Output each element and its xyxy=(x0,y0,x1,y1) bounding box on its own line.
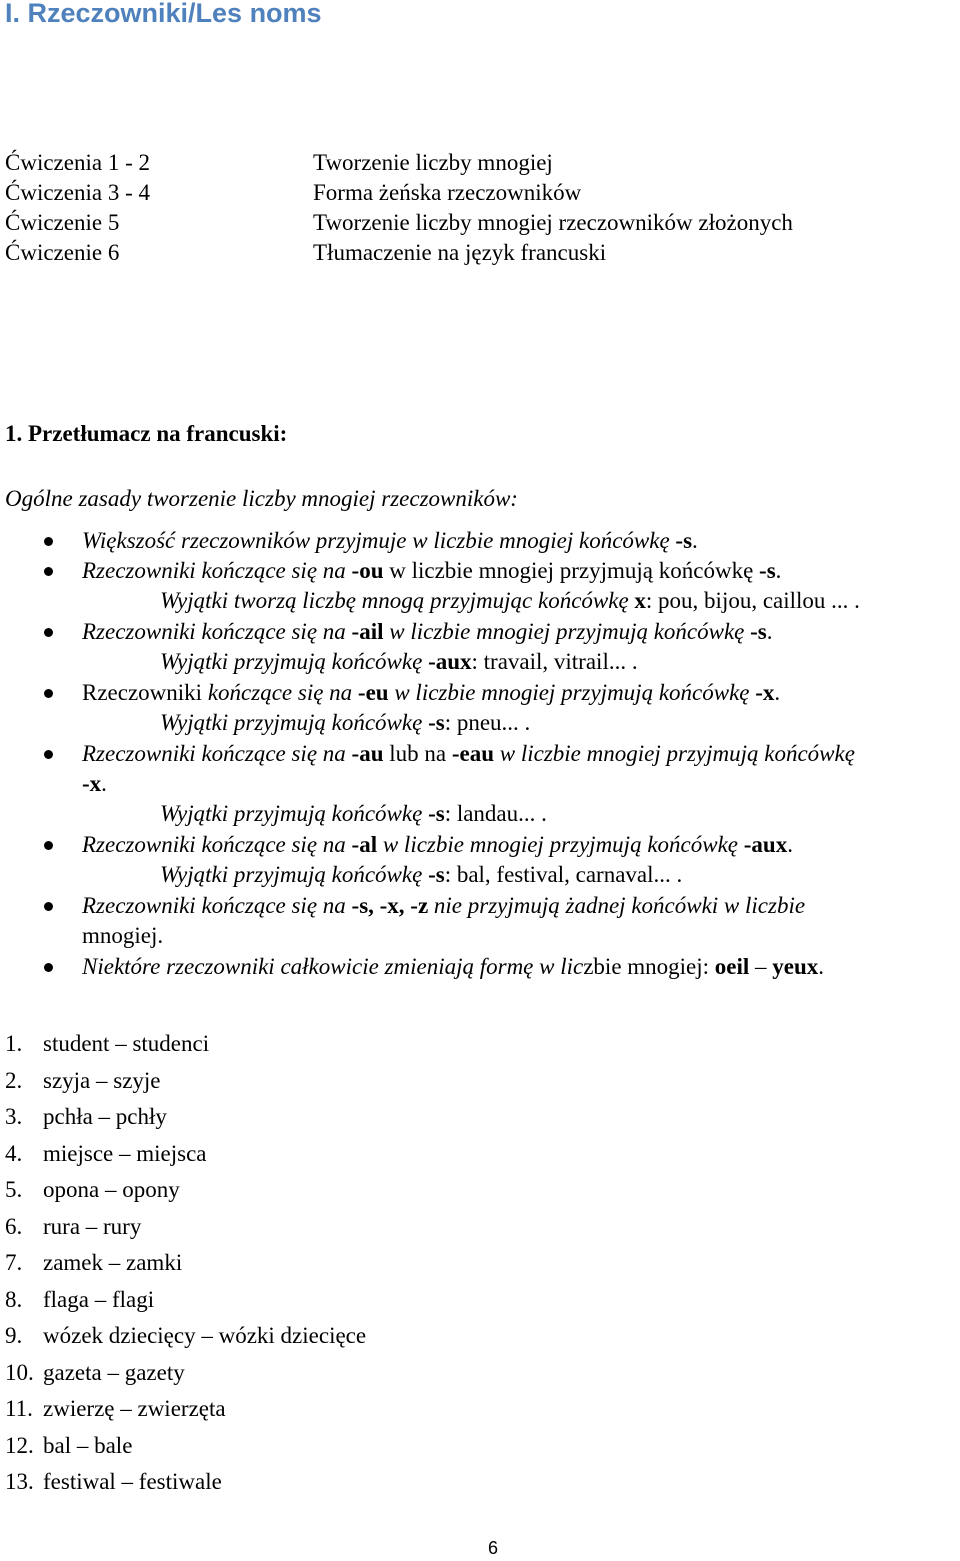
rule-5-exception: Wyjątki przyjmują końcówkę -s: landau... . xyxy=(160,801,547,826)
rule-7: Rzeczowniki kończące się na -s, -x, -z nie przyjmują żadnej końcówki w liczbie xyxy=(82,893,806,918)
list-item: 5. opona – opony xyxy=(5,1177,180,1202)
list-item: 9. wózek dziecięcy – wózki dziecięce xyxy=(5,1323,367,1348)
rule-8: Niektóre rzeczowniki całkowicie zmieniają formę w liczbie mnogiej: oeil – yeux. xyxy=(82,954,825,979)
page-number: 6 xyxy=(488,1538,499,1558)
list-item: 8. flaga – flagi xyxy=(5,1286,155,1312)
toc-right-3: Tworzenie liczby mnogiej rzeczowników złożonych xyxy=(313,210,793,235)
list-item: 1. student – studenci xyxy=(5,1031,210,1056)
rule-7-cont: mnogiej. xyxy=(82,923,164,948)
bullet-icon xyxy=(44,902,53,911)
rule-3-exception: Wyjątki przyjmują końcówkę -aux: travail, vitrail... . xyxy=(160,649,638,674)
rule-5: Rzeczowniki kończące się na -au lub na -eau w liczbie mnogiej przyjmują końcówkę xyxy=(82,741,855,766)
bullet-icon xyxy=(44,841,53,850)
list-item: 3. pchła – pchły xyxy=(5,1104,167,1129)
list-item: 6. rura – rury xyxy=(5,1213,142,1239)
page-title: I. Rzeczowniki/Les noms xyxy=(5,0,322,28)
list-item: 4. miejsce – miejsca xyxy=(5,1140,207,1166)
rule-1: Większość rzeczowników przyjmuje w liczbie mnogiej końcówkę -s. xyxy=(82,528,698,553)
rule-2: Rzeczowniki kończące się na -ou w liczbie mnogiej przyjmują końcówkę -s. xyxy=(82,558,782,583)
rule-6: Rzeczowniki kończące się na -al w liczbie mnogiej przyjmują końcówkę -aux. xyxy=(82,832,793,857)
rule-2-exception: Wyjątki tworzą liczbę mnogą przyjmując końcówkę x: pou, bijou, caillou ... . xyxy=(160,588,860,613)
toc-left-2: Ćwiczenia 3 - 4 xyxy=(5,180,150,205)
toc-right-2: Forma żeńska rzeczowników xyxy=(313,180,582,205)
toc-right-1: Tworzenie liczby mnogiej xyxy=(313,150,553,175)
toc-left-4: Ćwiczenie 6 xyxy=(5,240,120,265)
rules-intro: Ogólne zasady tworzenie liczby mnogiej rzeczowników: xyxy=(5,486,518,511)
rule-5-cont: -x. xyxy=(82,771,107,796)
bullet-icon xyxy=(44,963,53,972)
bullet-icon xyxy=(44,537,53,546)
list-item: 13. festiwal – festiwale xyxy=(5,1469,222,1494)
exercise-heading: 1. Przetłumacz na francuski: xyxy=(5,421,288,446)
bullet-icon xyxy=(44,567,53,576)
rule-4: Rzeczowniki kończące się na -eu w liczbie mnogiej przyjmują końcówkę -x. xyxy=(82,680,781,705)
list-item: 2. szyja – szyje xyxy=(5,1067,161,1093)
bullet-icon xyxy=(44,750,53,759)
vocab-list xyxy=(5,1026,366,1501)
toc-left-3: Ćwiczenie 5 xyxy=(5,210,120,235)
rule-3: Rzeczowniki kończące się na -ail w liczbie mnogiej przyjmują końcówkę -s. xyxy=(82,619,773,644)
list-item: 10. gazeta – gazety xyxy=(5,1359,185,1385)
list-item: 7. zamek – zamki xyxy=(5,1250,183,1275)
toc-left-1: Ćwiczenia 1 - 2 xyxy=(5,150,150,175)
bullet-icon xyxy=(44,628,53,637)
list-item: 12. bal – bale xyxy=(5,1432,133,1458)
list-item: 11. zwierzę – zwierzęta xyxy=(5,1396,226,1421)
toc-right-4: Tłumaczenie na język francuski xyxy=(313,240,607,265)
bullet-icon xyxy=(44,689,53,698)
rule-6-exception: Wyjątki przyjmują końcówkę -s: bal, festival, carnaval... . xyxy=(160,862,683,887)
rule-4-exception: Wyjątki przyjmują końcówkę -s: pneu... . xyxy=(160,710,531,735)
